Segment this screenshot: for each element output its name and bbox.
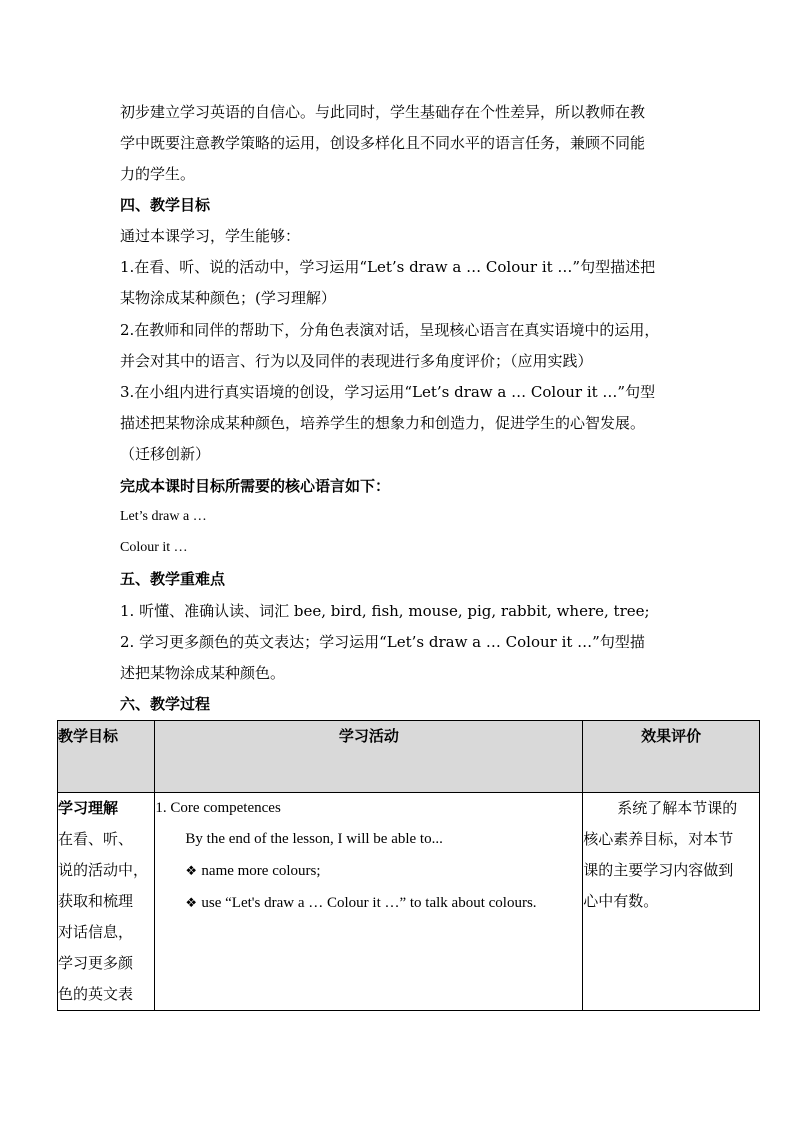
evaluation-line: 核心素养目标，对本节	[583, 830, 734, 848]
goal-line: 对话信息，	[58, 923, 134, 941]
table-row	[58, 793, 760, 1011]
objective-line-1: 1.在看、听、说的活动中，学习运用“Let’s draw a … Colour it …”句型描述把	[120, 258, 656, 276]
evaluation-line: 课的主要学习内容做到	[583, 861, 734, 879]
objective-line-7: （迁移创新）	[120, 445, 211, 463]
goal-line: 获取和梳理	[58, 892, 134, 910]
teaching-process-table	[57, 720, 760, 1011]
core-language-line-2: Colour it …	[120, 540, 188, 555]
activity-title: 1. Core competences	[155, 800, 281, 816]
objective-line-4: 并会对其中的语言、行为以及同伴的表现进行多角度评价；（应用实践）	[120, 352, 593, 370]
evaluation-line: 系统了解本节课的	[617, 799, 738, 817]
goal-title: 学习理解	[58, 799, 119, 817]
section-4-lead: 通过本课学习，学生能够：	[120, 227, 301, 245]
goal-line: 说的活动中，	[58, 861, 149, 879]
core-language-line-1: Let’s draw a …	[120, 509, 207, 524]
activity-cell	[155, 793, 583, 1011]
key-point-line-1: 1. 听懂、准确认读、词汇 bee, bird, fish, mouse, pig, rabbit, where, tree;	[120, 602, 650, 620]
table-header-row	[58, 721, 760, 793]
goal-line: 学习更多颜	[58, 954, 134, 972]
core-language-heading: 完成本课时目标所需要的核心语言如下：	[120, 477, 391, 495]
intro-line-3: 力的学生。	[120, 165, 196, 183]
goal-line: 色的英文表	[58, 985, 134, 1003]
section-4-title: 四、教学目标	[120, 196, 211, 214]
activity-intro: By the end of the lesson, I will be able to...	[185, 831, 443, 847]
activity-bullet-text: name more colours;	[201, 863, 321, 879]
objective-line-5: 3.在小组内进行真实语境的创设，学习运用“Let’s draw a … Colour it …”句型	[120, 383, 656, 401]
intro-line-2: 学中既要注意教学策略的运用，创设多样化且不同水平的语言任务，兼顾不同能	[120, 134, 646, 152]
activity-bullet-item	[155, 887, 582, 919]
objective-line-3: 2.在教师和同伴的帮助下，分角色表演对话，呈现核心语言在真实语境中的运用，	[120, 321, 660, 339]
header-goal: 教学目标	[58, 721, 155, 793]
goal-line: 在看、听、	[58, 830, 134, 848]
header-evaluation: 效果评价	[583, 721, 760, 793]
key-point-line-3: 述把某物涂成某种颜色。	[120, 664, 286, 682]
goal-cell	[58, 793, 155, 1011]
objective-line-6: 描述把某物涂成某种颜色，培养学生的想象力和创造力，促进学生的心智发展。	[120, 414, 646, 432]
activity-bullet-item	[155, 855, 582, 887]
evaluation-line: 心中有数。	[583, 892, 659, 910]
diamond-bullet-icon: ❖	[185, 895, 198, 910]
header-activity: 学习活动	[155, 721, 583, 793]
intro-line-1: 初步建立学习英语的自信心。与此同时，学生基础存在个性差异，所以教师在教	[120, 103, 646, 121]
objective-line-2: 某物涂成某种颜色；(学习理解）	[120, 289, 336, 307]
section-5-title: 五、教学重难点	[120, 570, 226, 588]
key-point-line-2: 2. 学习更多颜色的英文表达；学习运用“Let’s draw a … Colour it …”句型描	[120, 633, 645, 651]
diamond-bullet-icon: ❖	[185, 863, 198, 878]
section-6-title: 六、教学过程	[120, 695, 211, 713]
evaluation-cell	[583, 793, 760, 1011]
activity-bullet-text: use “Let's draw a … Colour it …” to talk about colours.	[201, 895, 537, 911]
